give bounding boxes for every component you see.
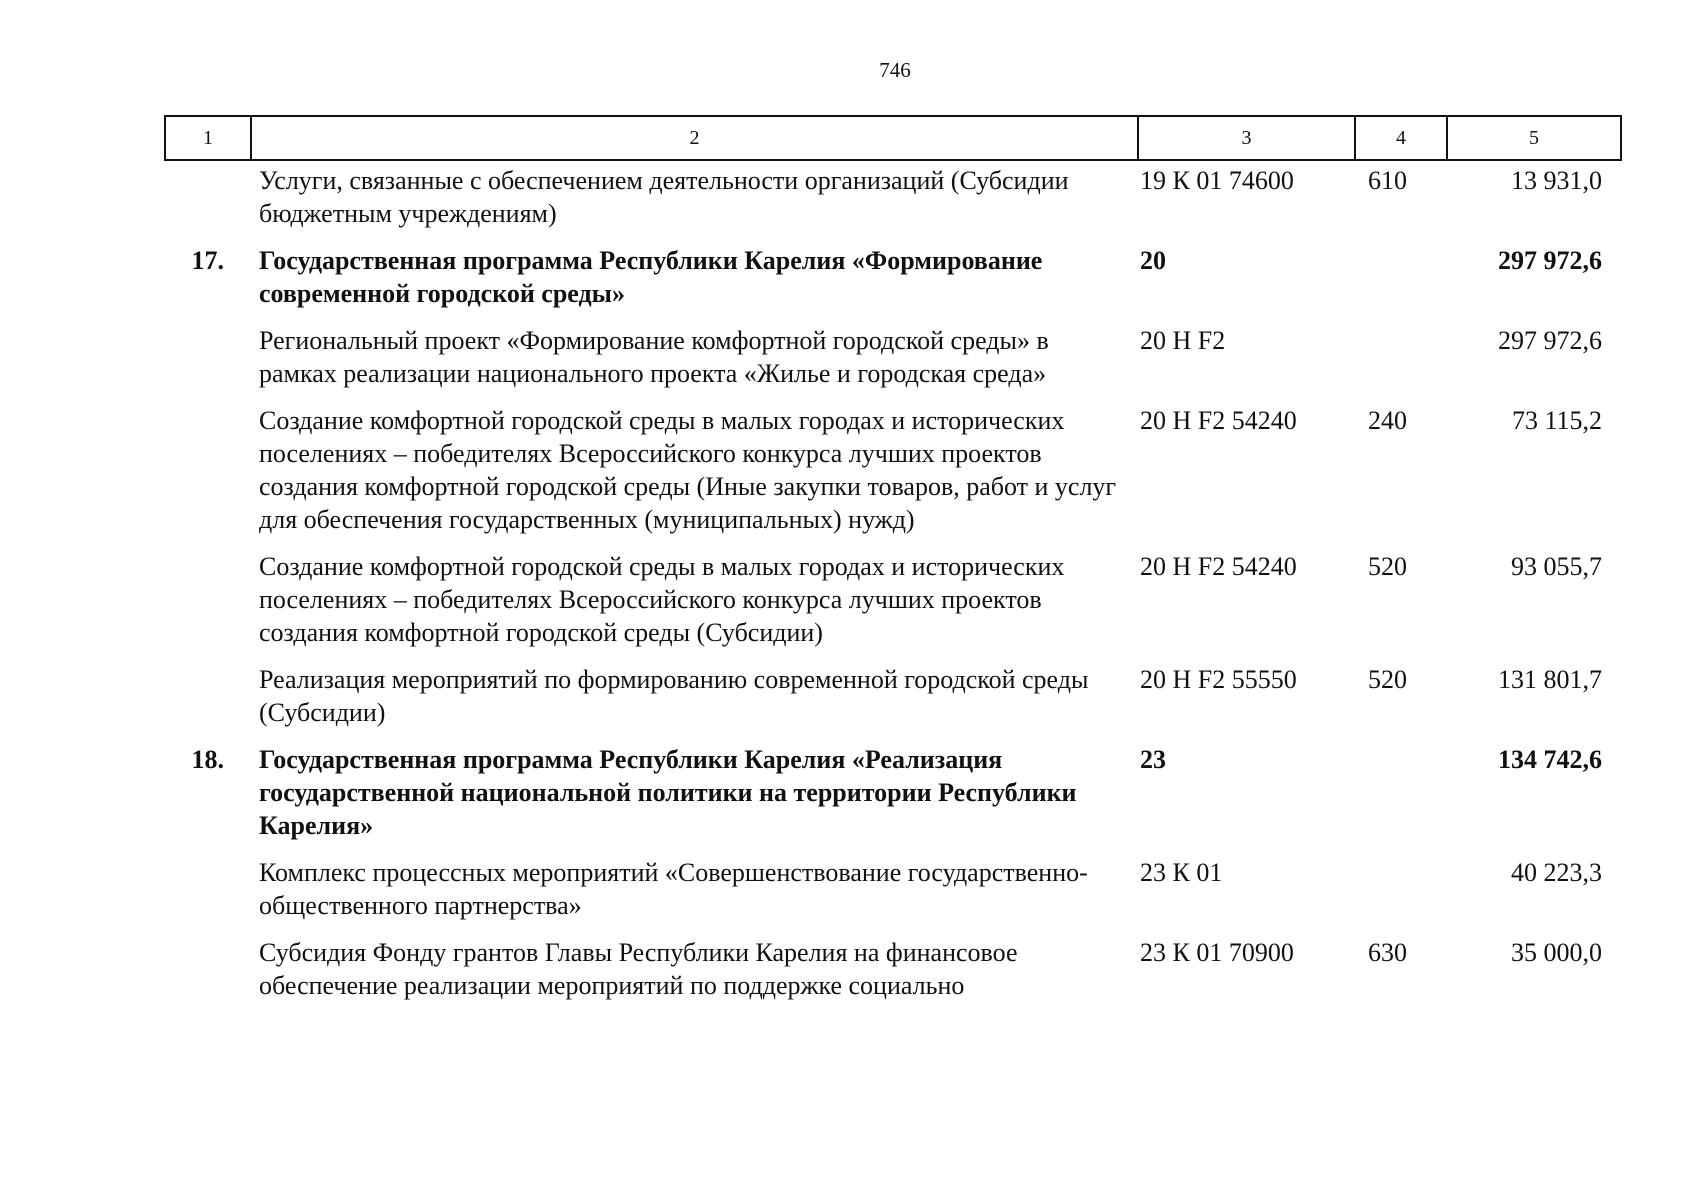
row-code: 20 Н F2 55550 (1140, 665, 1297, 694)
column-header-4: 4 (1355, 116, 1447, 160)
column-header-5: 5 (1447, 116, 1621, 160)
row-amount: 297 972,6 (1498, 246, 1602, 275)
table-row (164, 856, 1614, 922)
row-name: Создание комфортной городской среды в малых городах и исторических поселениях – победителях Всероссийского конкурса лучших проектов создания комфортной городской среды (Субсидии) (259, 552, 1065, 647)
row-code: 23 К 01 70900 (1140, 938, 1294, 967)
table-row (164, 663, 1614, 729)
row-number: 18. (191, 745, 224, 774)
row-type: 520 (1368, 665, 1407, 694)
row-type: 240 (1368, 406, 1407, 435)
row-type: 630 (1368, 938, 1407, 967)
row-name: Государственная программа Республики Карелия «Формирование современной городской среды» (259, 246, 1043, 308)
table-row (164, 936, 1614, 1002)
table-row (164, 404, 1614, 536)
row-number: 17. (191, 246, 224, 275)
column-header-table (164, 115, 1622, 161)
table-row (164, 164, 1614, 230)
row-amount: 297 972,6 (1498, 326, 1602, 355)
table-row (164, 550, 1614, 649)
row-amount: 40 223,3 (1511, 858, 1602, 887)
row-amount: 93 055,7 (1511, 552, 1602, 581)
row-name: Государственная программа Республики Карелия «Реализация государственной национальной политики на территории Республики Карелия» (259, 745, 1077, 840)
row-name: Услуги, связанные с обеспечением деятельности организаций (Субсидии бюджетным учреждениям) (259, 166, 1069, 228)
row-code: 20 Н F2 54240 (1140, 552, 1297, 581)
row-code: 20 Н F2 54240 (1140, 406, 1297, 435)
row-name: Субсидия Фонду грантов Главы Республики Карелия на финансовое обеспечение реализации мероприятий по поддержке социально (259, 938, 1018, 1000)
column-header-1: 1 (165, 116, 251, 160)
row-amount: 35 000,0 (1511, 938, 1602, 967)
row-amount: 134 742,6 (1498, 745, 1602, 774)
row-name: Создание комфортной городской среды в малых городах и исторических поселениях – победителях Всероссийского конкурса лучших проектов создания комфортной городской среды (Иные закупки товаров, работ и услуг для обеспечения государственных (муниципальных) нужд) (259, 406, 1117, 534)
row-name: Реализация мероприятий по формированию современной городской среды (Субсидии) (259, 665, 1089, 727)
row-amount: 131 801,7 (1498, 665, 1602, 694)
row-type: 520 (1368, 552, 1407, 581)
row-name: Региональный проект «Формирование комфортной городской среды» в рамках реализации национального проекта «Жилье и городская среда» (259, 326, 1049, 388)
table-row (164, 324, 1614, 390)
row-code: 19 К 01 74600 (1140, 166, 1294, 195)
row-amount: 13 931,0 (1511, 166, 1602, 195)
row-code: 23 (1140, 745, 1166, 774)
row-amount: 73 115,2 (1511, 406, 1602, 435)
budget-rows (164, 164, 1614, 1016)
row-name: Комплекс процессных мероприятий «Совершенствование государственно-общественного партнерства» (259, 858, 1088, 920)
page-number: 746 (879, 58, 911, 82)
column-header-3: 3 (1138, 116, 1355, 160)
table-row (164, 244, 1614, 310)
column-header-2: 2 (251, 116, 1138, 160)
row-type: 610 (1368, 166, 1407, 195)
row-code: 20 Н F2 (1140, 326, 1226, 355)
table-row (164, 743, 1614, 842)
column-header-row (165, 116, 1621, 160)
row-code: 20 (1140, 246, 1166, 275)
row-code: 23 К 01 (1140, 858, 1223, 887)
